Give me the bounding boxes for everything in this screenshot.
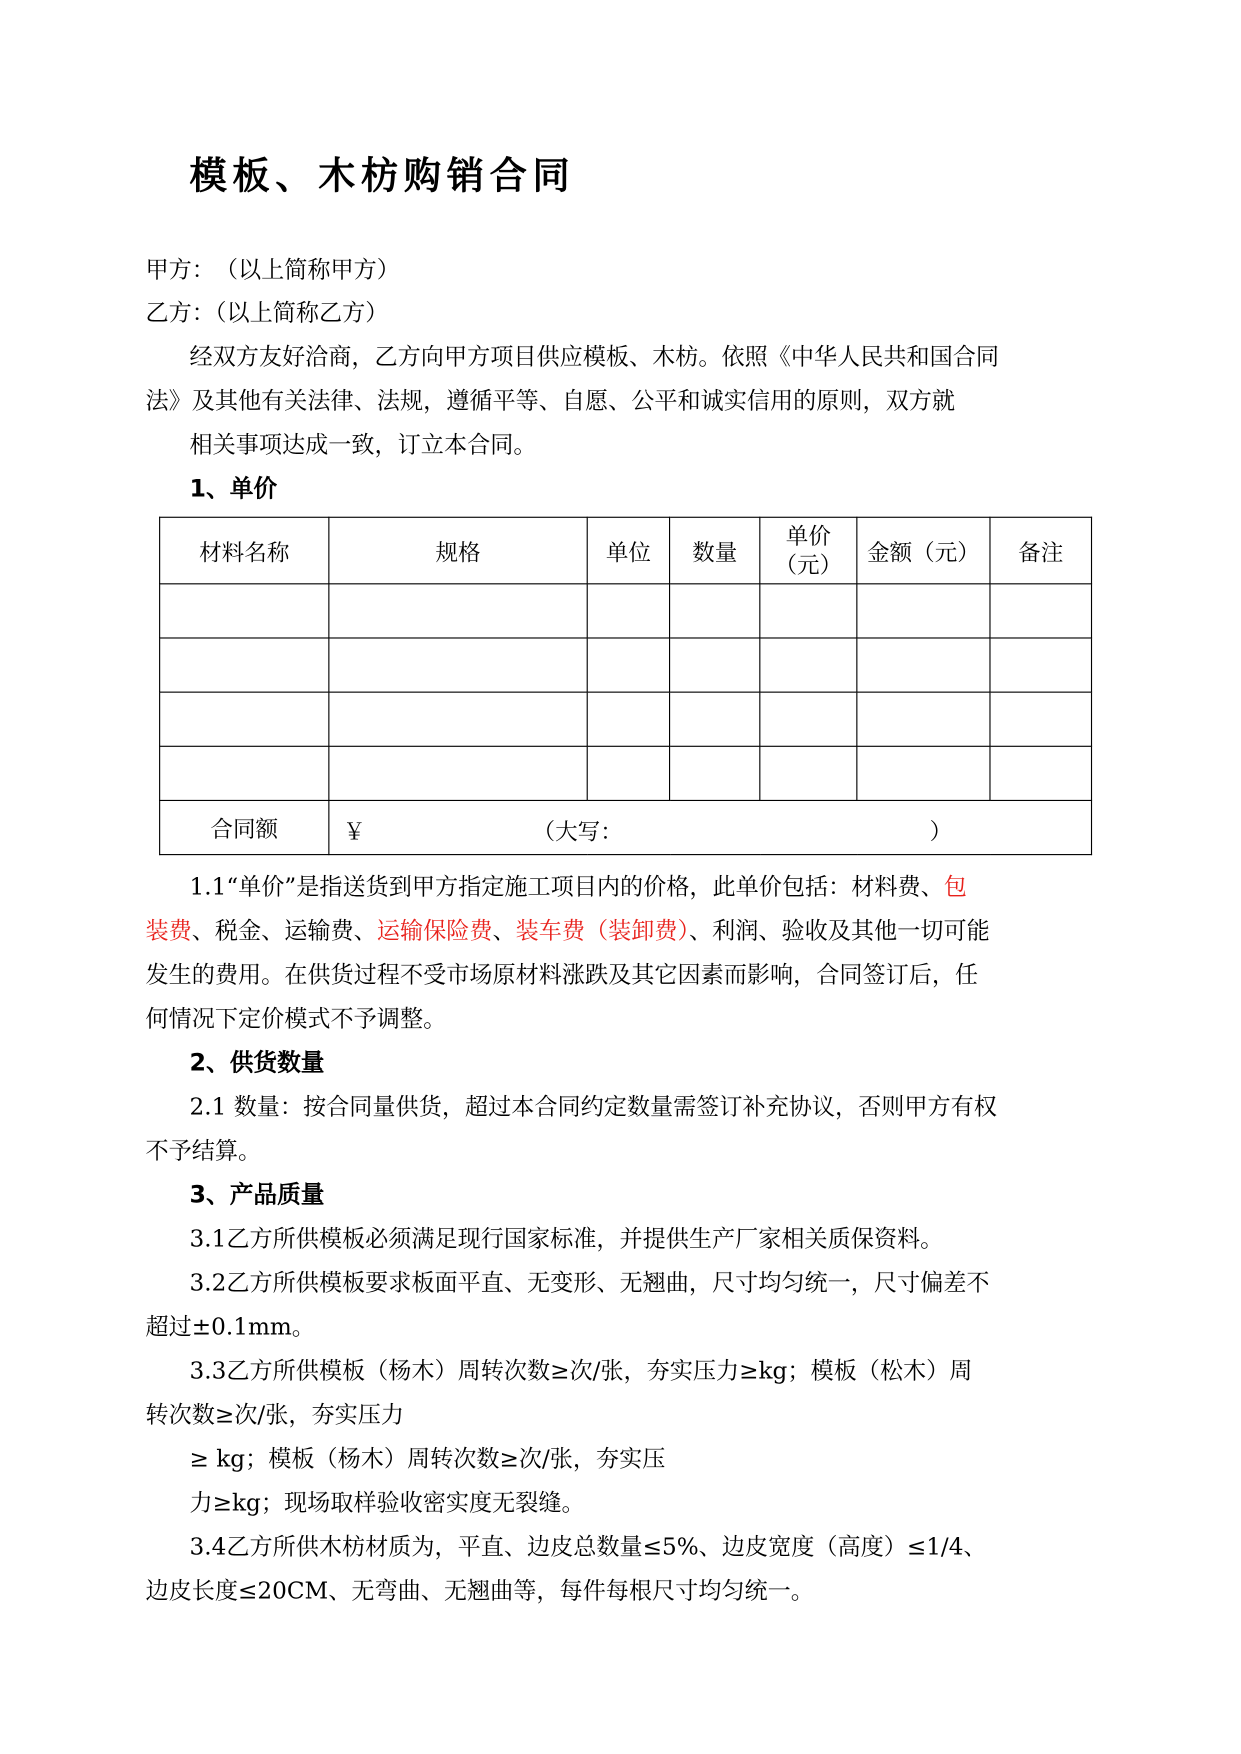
clause-1-1-line-1	[190, 872, 967, 901]
table-cell	[670, 746, 760, 800]
header-unit: 单位	[587, 517, 669, 584]
clause-3-3-line-2: 转次数≥次/张，夯实压力	[145, 1401, 404, 1429]
table-cell	[329, 584, 587, 638]
total-value-cell	[329, 800, 1092, 854]
clause-3-2-line-2: 超过±0.1mm。	[145, 1313, 315, 1341]
table-cell	[990, 746, 1092, 800]
clause-1-1-text: 、	[492, 917, 516, 945]
clause-1-1-line-4: 何情况下定价模式不予调整。	[145, 1005, 447, 1033]
document-title: 模板、木枋购销合同	[189, 153, 576, 198]
table-cell	[857, 584, 990, 638]
clause-3-4-line-1: 3.4乙方所供木枋材质为，平直、边皮总数量≤5%、边皮宽度（高度）≤1/4、	[189, 1533, 987, 1561]
table-cell	[160, 692, 329, 746]
table-cell	[587, 638, 669, 692]
table-cell	[329, 746, 587, 800]
clause-3-2-line-1: 3.2乙方所供模板要求板面平直、无变形、无翘曲，尺寸均匀统一，尺寸偏差不	[189, 1269, 990, 1297]
table-cell	[760, 692, 857, 746]
party-b-line: 乙方：（以上简称乙方）	[145, 298, 389, 327]
table-cell	[857, 692, 990, 746]
total-label: 合同额	[160, 800, 329, 854]
section-1-heading: 1、单价	[189, 474, 278, 503]
header-remark: 备注	[990, 517, 1092, 584]
table-cell	[160, 746, 329, 800]
table-cell	[329, 692, 587, 746]
table-cell	[160, 638, 329, 692]
clause-1-1-highlight: 装费	[145, 917, 192, 945]
table-cell	[857, 746, 990, 800]
currency-symbol: ￥	[342, 817, 366, 846]
clause-1-1-highlight: 包	[943, 873, 967, 901]
intro-line-1: 经双方友好洽商，乙方向甲方项目供应模板、木枋。依照《中华人民共和国合同	[189, 342, 1000, 371]
table-cell	[857, 638, 990, 692]
header-spec: 规格	[329, 517, 587, 584]
total-row	[160, 800, 1092, 854]
clause-3-1: 3.1乙方所供模板必须满足现行国家标准，并提供生产厂家相关质保资料。	[189, 1225, 944, 1253]
table-row	[160, 638, 1092, 692]
table-cell	[990, 584, 1092, 638]
section-3-heading: 3、产品质量	[189, 1181, 325, 1209]
table-cell	[760, 746, 857, 800]
table-cell	[990, 638, 1092, 692]
capital-amount-close: ）	[929, 817, 953, 846]
table-cell	[587, 692, 669, 746]
table-header-row	[160, 517, 1092, 584]
header-quantity: 数量	[670, 517, 760, 584]
price-table	[159, 517, 1092, 855]
table-cell	[990, 692, 1092, 746]
clause-1-1-text: 1.1“单价”是指送货到甲方指定施工项目内的价格，此单价包括：材料费、	[189, 873, 944, 901]
header-unit-price-currency: （元）	[774, 551, 843, 579]
capital-amount-label: （大写：	[532, 817, 623, 846]
table-cell	[329, 638, 587, 692]
table-cell	[670, 692, 760, 746]
table-cell	[587, 746, 669, 800]
header-material-name: 材料名称	[160, 517, 329, 584]
header-unit-price	[760, 517, 857, 584]
intro-line-2: 法》及其他有关法律、法规，遵循平等、自愿、公平和诚实信用的原则，双方就	[145, 386, 956, 415]
party-a-line: 甲方： （以上简称甲方）	[145, 256, 400, 284]
clause-1-1-highlight: 装车费（装卸费）	[515, 917, 690, 945]
header-amount: 金额（元）	[857, 517, 990, 584]
clause-3-4-line-2: 边皮长度≤20CM、无弯曲、无翘曲等，每件每根尺寸均匀统一。	[145, 1577, 814, 1605]
header-unit-price-label: 单价	[785, 522, 831, 550]
clause-1-1-text: 、税金、运输费、	[191, 917, 377, 945]
table-cell	[160, 584, 329, 638]
table-cell	[760, 584, 857, 638]
clause-1-1-highlight: 运输保险费	[376, 917, 493, 945]
table-row	[160, 584, 1092, 638]
table-cell	[760, 638, 857, 692]
section-2-heading: 2、供货数量	[189, 1049, 325, 1077]
table-cell	[670, 584, 760, 638]
clause-3-3-line-1: 3.3乙方所供模板（杨木）周转次数≥次/张，夯实压力≥kg；模板（松木）周	[189, 1357, 973, 1385]
clause-3-3-line-3: ≥ kg；模板（杨木）周转次数≥次/张，夯实压	[189, 1445, 666, 1473]
table-row	[160, 746, 1092, 800]
clause-2-1-line-1: 2.1 数量：按合同量供货，超过本合同约定数量需签订补充协议，否则甲方有权	[189, 1093, 997, 1121]
table-row	[160, 692, 1092, 746]
clause-1-1-text: 、利润、验收及其他一切可能	[689, 917, 990, 945]
clause-3-3-line-4: 力≥kg；现场取样验收密实度无裂缝。	[189, 1489, 585, 1517]
clause-1-1-line-2	[146, 916, 990, 945]
table-cell	[670, 638, 760, 692]
intro-line-3: 相关事项达成一致，订立本合同。	[189, 430, 537, 459]
clause-1-1-line-3: 发生的费用。在供货过程不受市场原材料涨跌及其它因素而影响，合同签订后，任	[145, 961, 979, 989]
table-cell	[587, 584, 669, 638]
clause-2-1-line-2: 不予结算。	[145, 1137, 262, 1165]
